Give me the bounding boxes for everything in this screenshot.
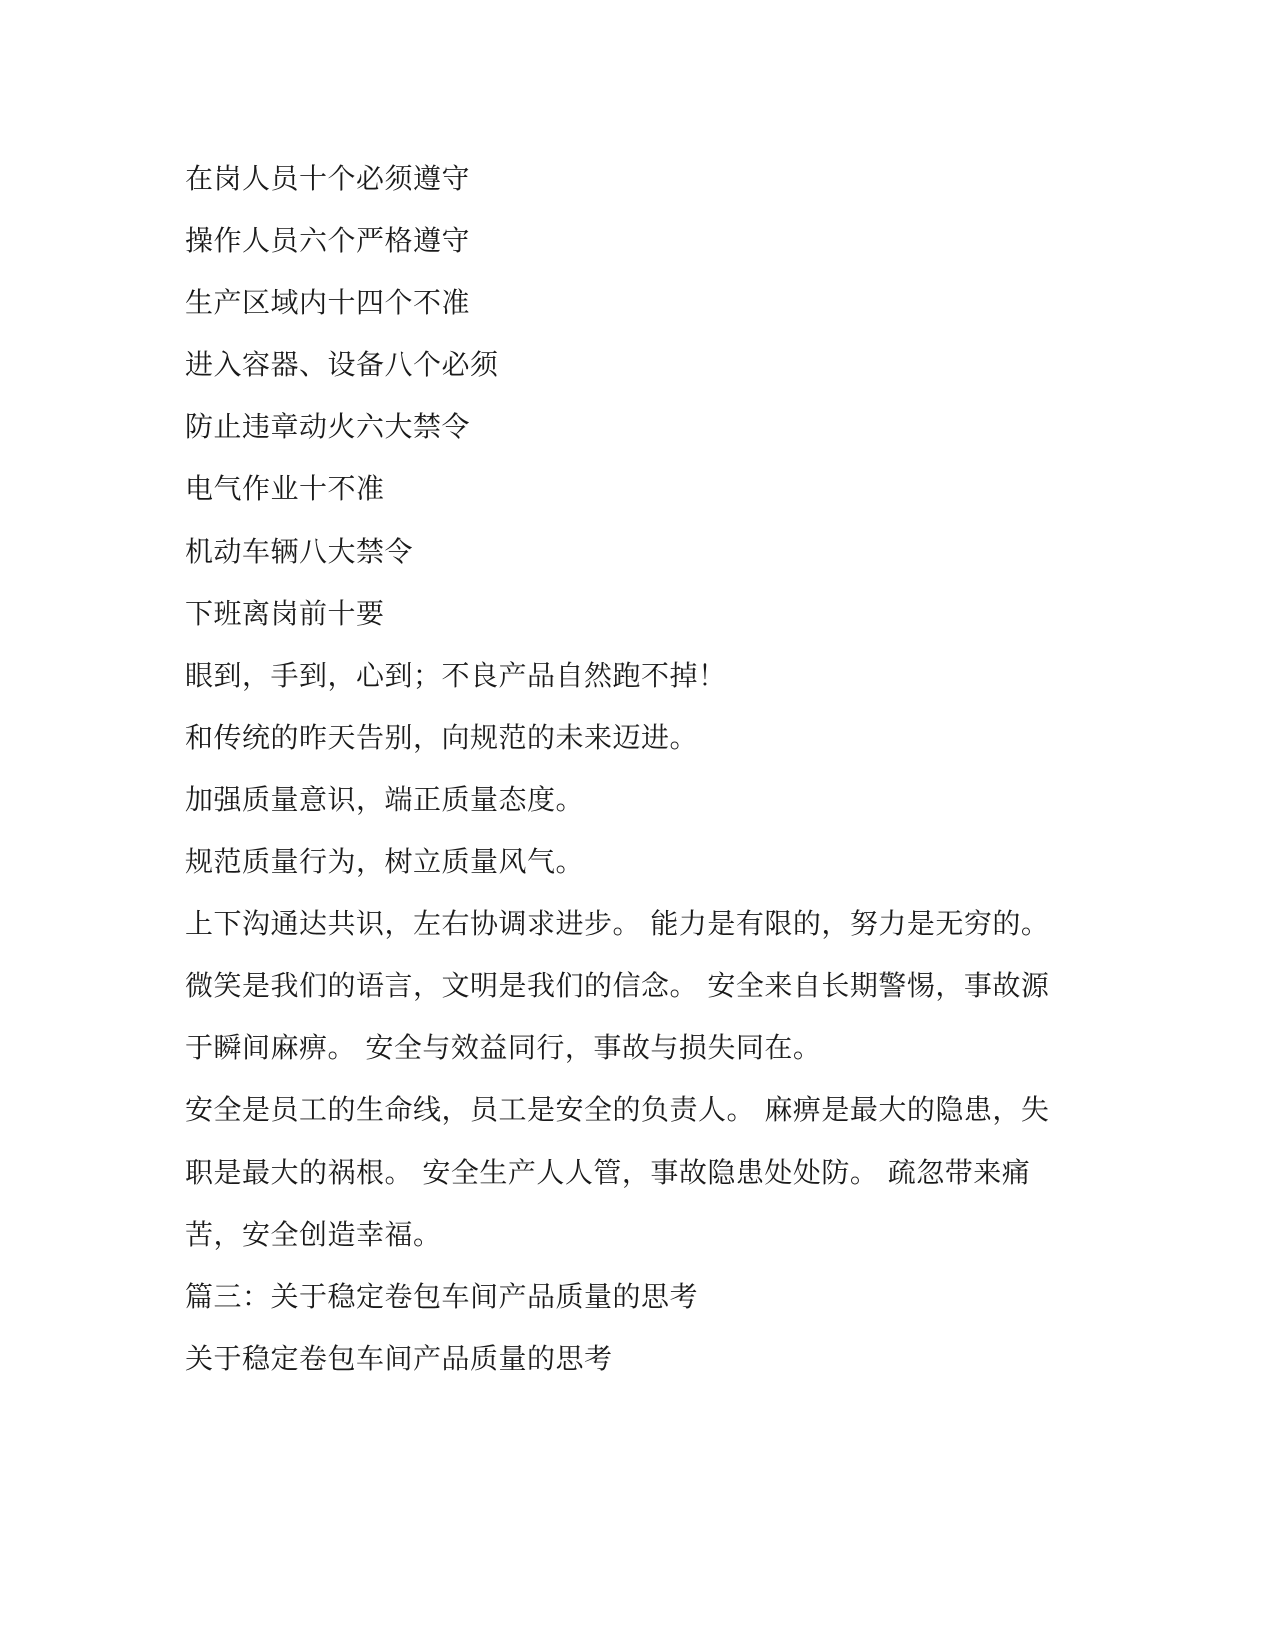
- text-line: 进入容器、设备八个必须: [185, 348, 499, 382]
- text-line: 电气作业十不准: [185, 472, 385, 506]
- text-line: 生产区域内十四个不准: [185, 286, 471, 320]
- text-line: 安全是员工的生命线，员工是安全的负责人。 麻痹是最大的隐患，失: [185, 1093, 1050, 1127]
- text-line: 操作人员六个严格遵守: [185, 224, 471, 258]
- text-line: 规范质量行为，树立质量风气。: [185, 845, 585, 879]
- text-line: 和传统的昨天告别，向规范的未来迈进。: [185, 720, 699, 754]
- text-line: 在岗人员十个必须遵守: [185, 162, 471, 195]
- document-body: [185, 157, 1065, 1399]
- text-line: 上下沟通达共识，左右协调求进步。 能力是有限的，努力是无穷的。: [185, 907, 1050, 941]
- section-heading: 篇三：关于稳定卷包车间产品质量的思考: [185, 1279, 699, 1313]
- text-line: 机动车辆八大禁令: [185, 534, 414, 568]
- text-line: 于瞬间麻痹。 安全与效益同行，事故与损失同在。: [185, 1031, 822, 1065]
- article-title: 关于稳定卷包车间产品质量的思考: [185, 1341, 613, 1375]
- text-line: 眼到，手到，心到；不良产品自然跑不掉！: [185, 658, 727, 692]
- text-line: 苦，安全创造幸福。: [185, 1217, 442, 1251]
- text-line: 加强质量意识，端正质量态度。: [185, 782, 585, 816]
- text-line: 职是最大的祸根。 安全生产人人管，事故隐患处处防。 疏忽带来痛: [185, 1155, 1031, 1189]
- text-line: 下班离岗前十要: [185, 596, 385, 630]
- text-line: 防止违章动火六大禁令: [185, 410, 471, 444]
- text-line: 微笑是我们的语言，文明是我们的信念。 安全来自长期警惕，事故源: [185, 969, 1050, 1003]
